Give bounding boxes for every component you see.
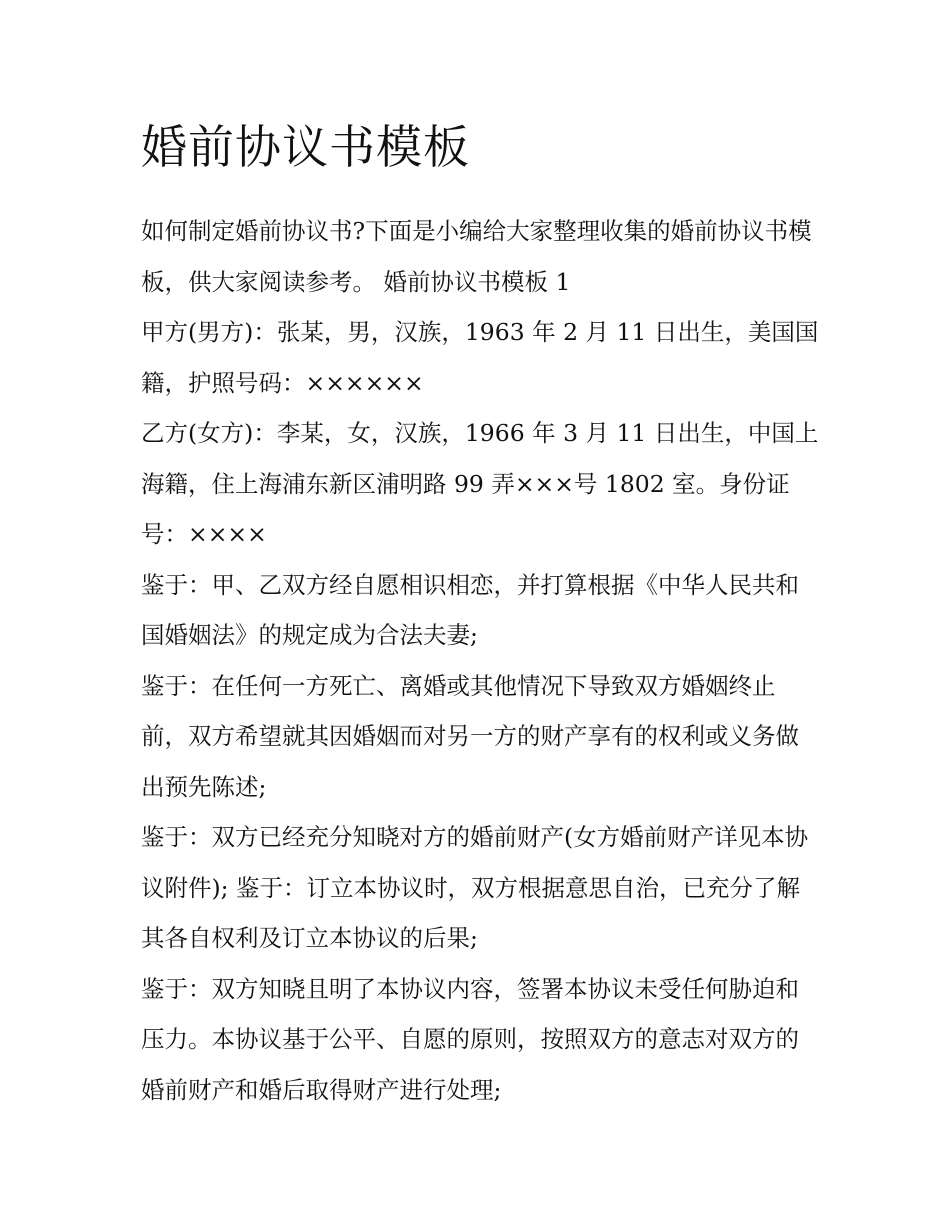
- document-title: 婚前协议书模板: [141, 120, 470, 174]
- paragraph-whereas-2: 鉴于：在任何一方死亡、离婚或其他情况下导致双方婚姻终止前，双方希望就其因婚姻而对另一方的财产享有的权利或义务做出预先陈述;: [141, 671, 799, 801]
- paragraph-intro: 如何制定婚前协议书?下面是小编给大家整理收集的婚前协议书模板，供大家阅读参考。 婚前协议书模板 1: [141, 217, 812, 296]
- paragraph-whereas-3: 鉴于：双方已经充分知晓对方的婚前财产(女方婚前财产详见本协议附件); 鉴于：订立本协议时，双方根据意思自治，已充分了解其各自权利及订立本协议的后果;: [141, 823, 809, 952]
- paragraph-whereas-4: 鉴于：双方知晓且明了本协议内容，签署本协议未受任何胁迫和压力。本协议基于公平、自愿的原则，按照双方的意志对双方的婚前财产和婚后取得财产进行处理;: [141, 974, 799, 1104]
- paragraph-party-a: 甲方(男方)：张某，男，汉族，1963 年 2 月 11 日出生，美国国籍，护照号码：××××××: [141, 318, 819, 397]
- paragraph-party-b: 乙方(女方)：李某，女，汉族，1966 年 3 月 11 日出生，中国上海籍，住上海浦东新区浦明路 99 弄×××号 1802 室。身份证号：××××: [141, 419, 819, 548]
- paragraph-whereas-1: 鉴于：甲、乙双方经自愿相识相恋，并打算根据《中华人民共和国婚姻法》的规定成为合法夫妻;: [141, 570, 799, 649]
- document-body: [141, 112, 821, 1115]
